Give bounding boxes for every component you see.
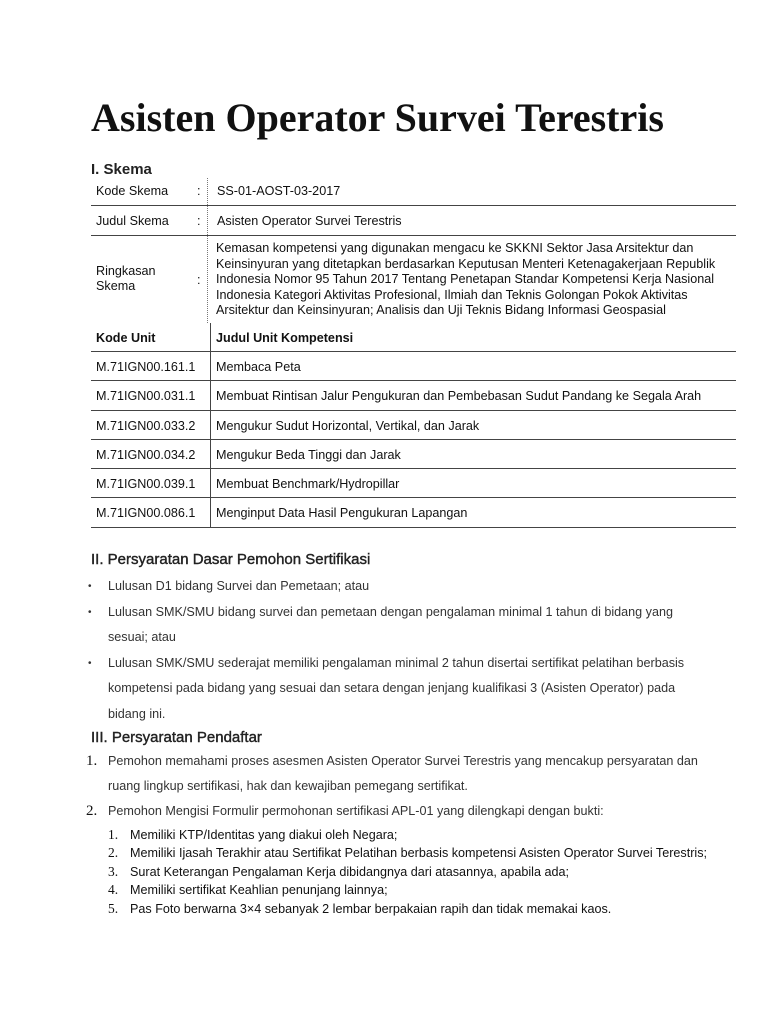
unit-title: Membuat Rintisan Jalur Pengukuran dan Pembebasan Sudut Pandang ke Segala Arah (216, 389, 702, 403)
section-heading-persyaratan-pendaftar: III. Persyaratan Pendaftar (91, 729, 262, 746)
unit-code: M.71IGN00.039.1 (96, 477, 196, 491)
list-item-text: Lulusan D1 bidang Survei dan Pemetaan; atau (108, 579, 370, 593)
scheme-table (91, 178, 736, 528)
row-value: Asisten Operator Survei Terestris (217, 214, 402, 228)
unit-code: M.71IGN00.034.2 (96, 448, 196, 462)
unit-code: M.71IGN00.031.1 (96, 389, 196, 403)
unit-title-header: Judul Unit Kompetensi (216, 331, 354, 345)
sublist-number: 4. (108, 882, 119, 898)
list-item-text: Pemohon Mengisi Formulir permohonan sertifikasi APL-01 yang dilengkapi dengan bukti: (108, 804, 604, 818)
basic-requirements-list (86, 574, 686, 727)
unit-title: Menginput Data Hasil Pengukuran Lapangan (216, 506, 468, 520)
unit-title: Membaca Peta (216, 360, 301, 374)
table-row (91, 381, 736, 411)
document-title: Asisten Operator Survei Terestris (91, 95, 664, 140)
unit-header-row (91, 323, 736, 352)
sublist-item (108, 881, 726, 899)
sublist-item (108, 844, 726, 862)
sublist-item-text: Surat Keterangan Pengalaman Kerja dibidangnya dari atasannya, apabila ada; (130, 864, 569, 879)
sublist-item (108, 826, 726, 844)
table-row (91, 411, 736, 440)
row-separator: : (197, 273, 201, 287)
sublist-number: 1. (108, 827, 119, 842)
unit-code: M.71IGN00.033.2 (96, 419, 196, 433)
unit-code: M.71IGN00.086.1 (96, 506, 196, 520)
table-row (91, 352, 736, 381)
unit-title: Mengukur Beda Tinggi dan Jarak (216, 448, 401, 462)
table-row (91, 440, 736, 469)
sublist-number: 5. (108, 900, 119, 916)
row-value: Kemasan kompetensi yang digunakan mengacu ke SKKNI Sektor Jasa Arsitektur dan Keinsinyuran yang ditetapkan berdasarkan Keputusan Menteri Ketenagakerjaan Republik Indonesia Nomor 95 Tahun 2017 Tentang Penetapan Standar Kompetensi Kerja Nasional Indonesia Kategori Aktivitas Profesional, Ilmiah dan Teknis Golongan Pokok Aktivitas Arsitektur dan Keinsinyuran; Analisis dan Uji Teknis Bidang Informasi Geospasial (216, 241, 716, 317)
row-label: Judul Skema (96, 214, 169, 228)
bullet-icon: • (88, 606, 92, 618)
section-heading-persyaratan-dasar: II. Persyaratan Dasar Pemohon Sertifikasi (91, 551, 371, 568)
applicant-requirements-list (86, 749, 726, 918)
list-item-text: Pemohon memahami proses asesmen Asisten Operator Survei Terestris yang mencakup persyaratan dan ruang lingkup sertifikasi, hak dan kewajiban pemegang sertifikat. (108, 754, 698, 793)
sublist-item-text: Memiliki Ijasah Terakhir atau Sertifikat Pelatihan berbasis kompetensi Asisten Operator Survei Terestris; (130, 846, 708, 861)
section-heading-skema: I. Skema (91, 161, 152, 178)
row-label: Ringkasan Skema (96, 264, 156, 293)
row-label: Kode Skema (96, 184, 169, 198)
sublist-number: 3. (108, 863, 119, 879)
sublist-item-text: Pas Foto berwarna 3×4 sebanyak 2 lembar berpakaian rapih dan tidak memakai kaos. (130, 901, 612, 916)
unit-title: Mengukur Sudut Horizontal, Vertikal, dan Jarak (216, 419, 480, 433)
sublist-number: 2. (108, 845, 119, 861)
evidence-sublist (108, 826, 726, 918)
table-row (91, 206, 736, 236)
list-number: 2. (86, 803, 98, 819)
unit-title: Membuat Benchmark/Hydropillar (216, 477, 400, 491)
list-item (86, 749, 726, 799)
list-item (86, 574, 686, 600)
table-row (91, 178, 736, 206)
unit-code-header: Kode Unit (96, 331, 156, 345)
sublist-item (108, 900, 726, 918)
row-value: SS-01-AOST-03-2017 (217, 184, 341, 198)
list-number: 1. (86, 753, 98, 769)
table-row (91, 469, 736, 498)
list-item (86, 600, 686, 651)
table-row (91, 236, 736, 323)
row-separator: : (197, 214, 201, 228)
sublist-item-text: Memiliki KTP/Identitas yang diakui oleh Negara; (130, 828, 398, 842)
list-item-text: Lulusan SMK/SMU bidang survei dan pemetaan dengan pengalaman minimal 1 tahun di bidang yang sesuai; atau (108, 604, 673, 644)
table-row (91, 498, 736, 528)
row-separator: : (197, 184, 201, 198)
bullet-icon: • (88, 581, 92, 592)
list-item-text: Lulusan SMK/SMU sederajat memiliki pengalaman minimal 2 tahun disertai sertifikat pelatihan berbasis kompetensi pada bidang yang sesuai dan setara dengan jenjang kualifikasi 3 (Asisten Operator) pada bidang ini. (108, 655, 685, 721)
sublist-item (108, 863, 726, 881)
sublist-item-text: Memiliki sertifikat Keahlian penunjang lainnya; (130, 883, 388, 898)
unit-code: M.71IGN00.161.1 (96, 360, 196, 374)
list-item (86, 651, 686, 728)
list-item (86, 799, 726, 918)
bullet-icon: • (88, 657, 92, 669)
